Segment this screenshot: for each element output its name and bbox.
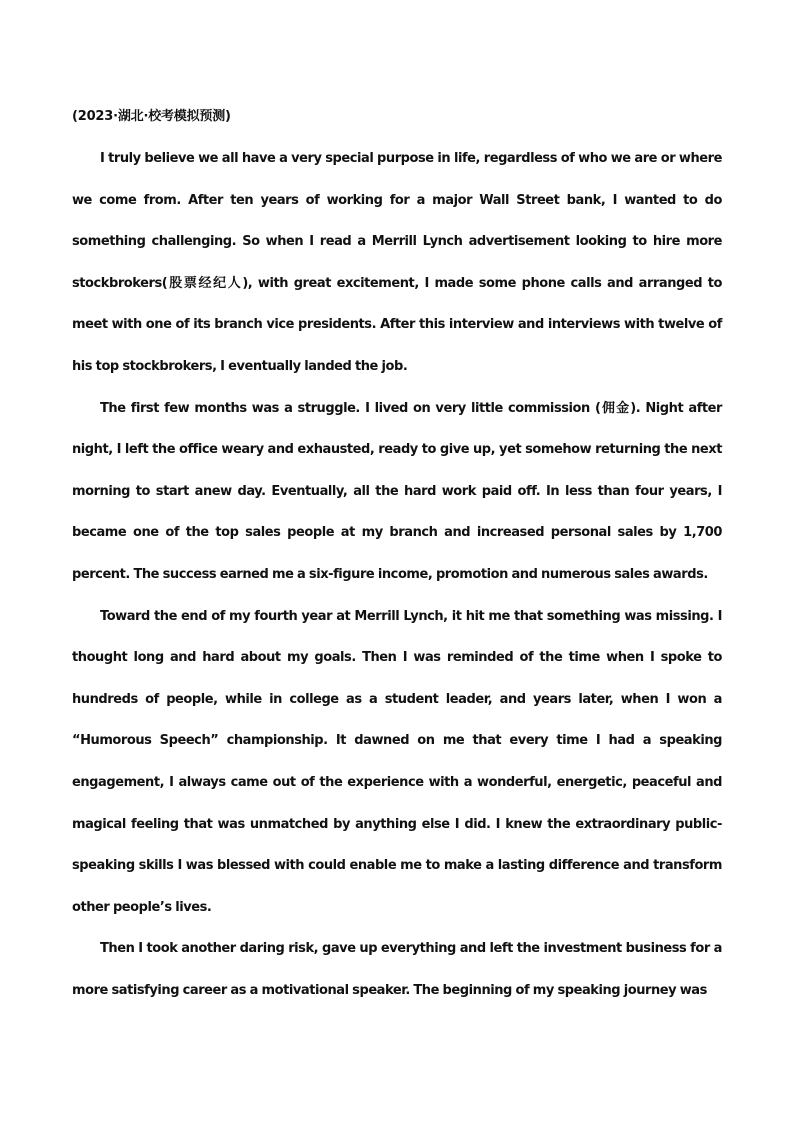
paragraph-1: I truly believe we all have a very special purpose in life, regardless of who we are or where we come from. After ten years of working for a major Wall Street bank, I wanted to do something challenging. So when I read a Merrill Lynch advertisement looking to hire more stockbrokers(股票经纪人), with great excitement, I made some phone calls and arranged to meet with one of its branch vice presidents. After this interview and interviews with twelve of his top stockbrokers, I eventually landed the job.: [72, 151, 722, 374]
source-label: (2023·湖北·校考模拟预测): [72, 109, 231, 124]
passage-body: [72, 138, 722, 1011]
paragraph-3: Toward the end of my fourth year at Merrill Lynch, it hit me that something was missing. I thought long and hard about my goals. Then I was reminded of the time when I spoke to hundreds of people, while in college as a student leader, and years later, when I won a “Humorous Speech” championship. It dawned on me that every time I had a speaking engagement, I always came out of the experience with a wonderful, energetic, peaceful and magical feeling that was unmatched by anything else I did. I knew the extraordinary public-speaking skills I was blessed with could enable me to make a lasting difference and transform other people’s lives.: [72, 608, 722, 915]
paragraph-2: The first few months was a struggle. I lived on very little commission (佣金). Night after night, I left the office weary and exhausted, ready to give up, yet somehow returning the next morning to start anew day. Eventually, all the hard work paid off. In less than four years, I became one of the top sales people at my branch and increased personal sales by 1,700 percent. The success earned me a six-figure income, promotion and numerous sales awards.: [72, 400, 722, 582]
paragraph-4: Then I took another daring risk, gave up everything and left the investment business for a more satisfying career as a motivational speaker. The beginning of my speaking journey was: [72, 941, 722, 998]
document-page: [72, 0, 722, 1123]
